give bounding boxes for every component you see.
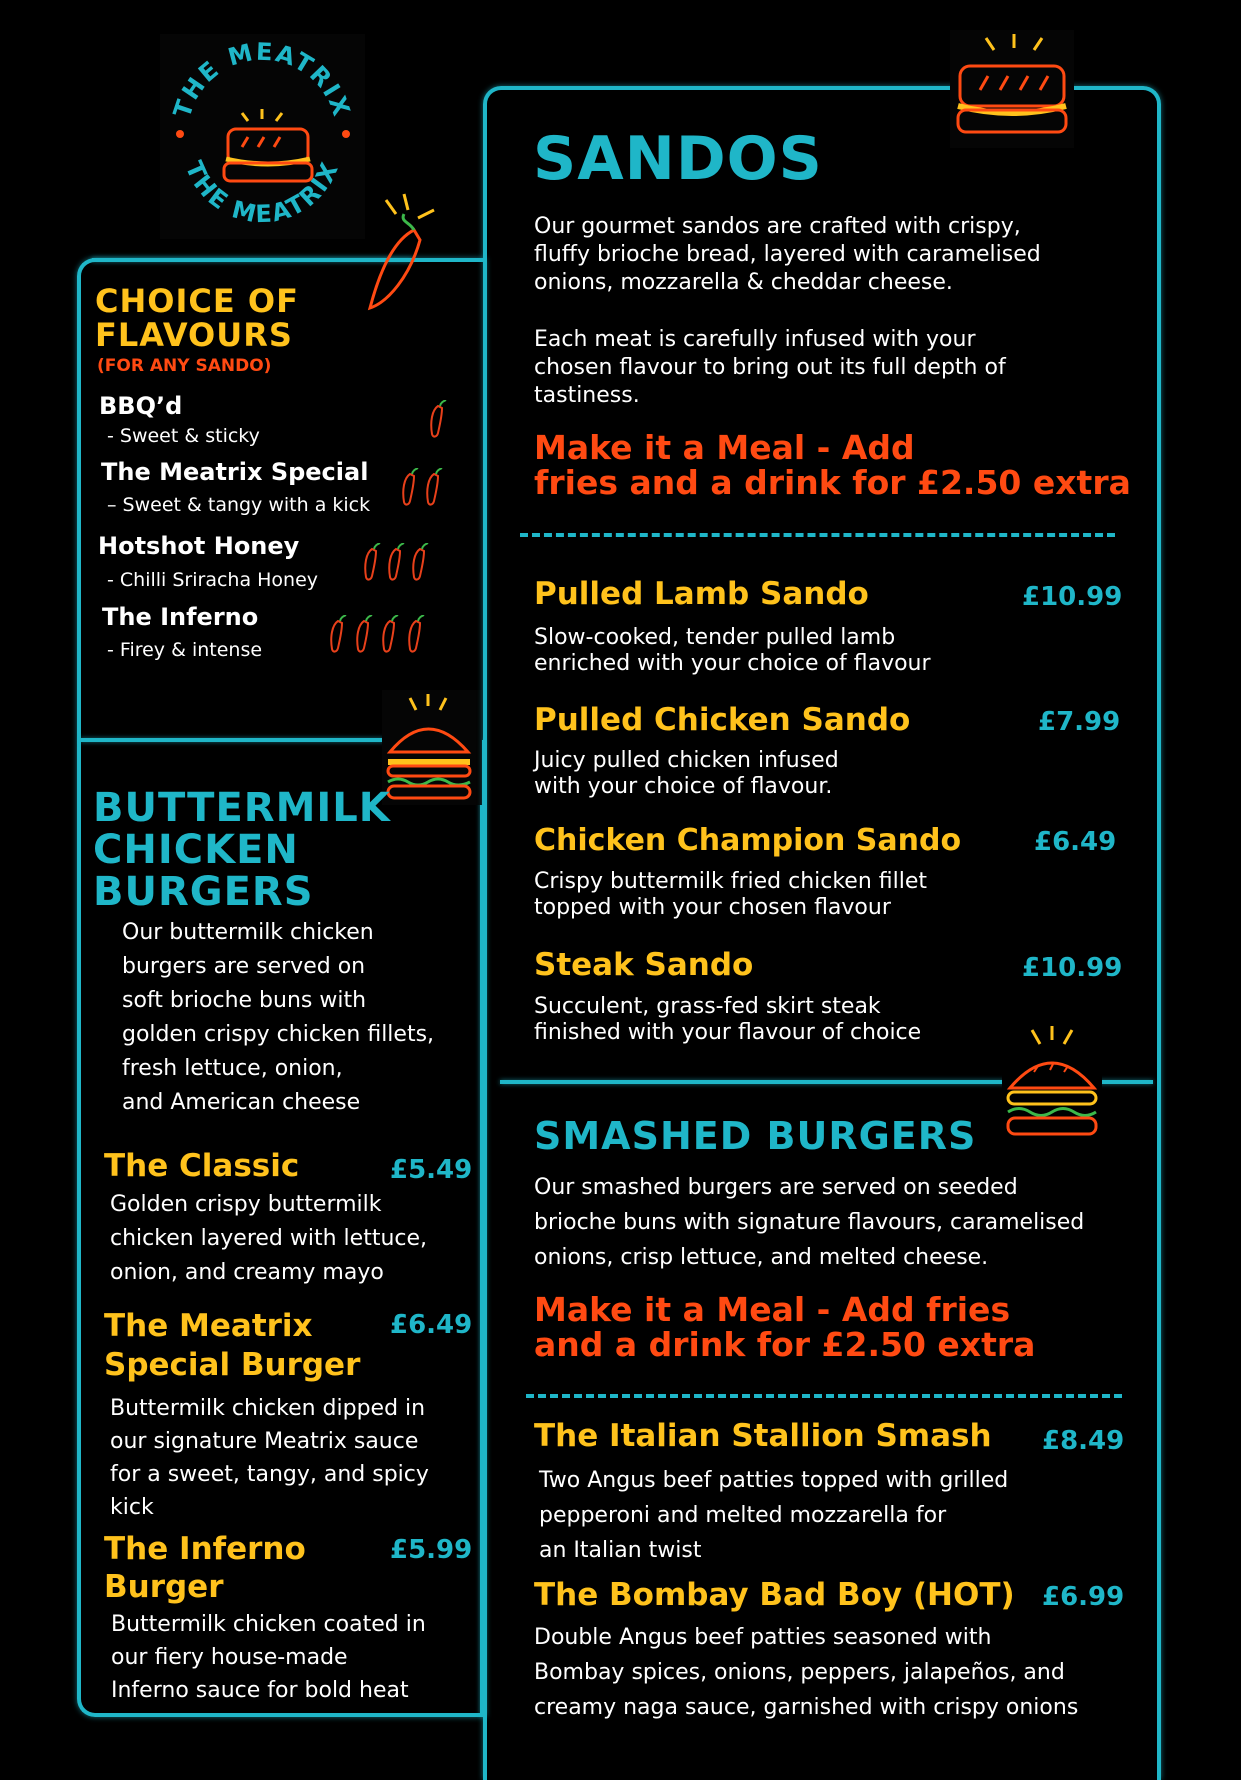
logo-graphic bbox=[160, 34, 365, 239]
desc-line: Slow-cooked, tender pulled lamb bbox=[534, 625, 896, 650]
heat-1-chili-icon bbox=[428, 400, 462, 448]
desc-line: Two Angus beef patties topped with grilled bbox=[539, 1468, 1009, 1493]
menu-item-name: Steak Sando bbox=[534, 947, 754, 983]
desc-line: Crispy buttermilk fried chicken fillet bbox=[534, 869, 928, 894]
desc-line: chicken layered with lettuce, bbox=[110, 1226, 428, 1251]
menu-item-name: Chicken Champion Sando bbox=[534, 823, 962, 858]
desc-line: enriched with your choice of flavour bbox=[534, 651, 931, 676]
desc-line: Golden crispy buttermilk bbox=[110, 1192, 382, 1217]
flavours-title-line1: CHOICE OF bbox=[95, 282, 299, 320]
para-line: Our smashed burgers are served on seeded bbox=[534, 1175, 1018, 1200]
flavour-name-inferno: The Inferno bbox=[102, 603, 259, 631]
menu-item-price: £7.99 bbox=[1038, 707, 1121, 737]
flavour-desc-bbq: - Sweet & sticky bbox=[107, 425, 260, 447]
desc-line: Succulent, grass-fed skirt steak bbox=[534, 994, 881, 1019]
para-line: brioche buns with signature flavours, caramelised bbox=[534, 1210, 1085, 1235]
desc-line: our fiery house-made bbox=[111, 1645, 348, 1670]
chili-icon bbox=[362, 190, 452, 324]
buttermilk-intro-line: golden crispy chicken fillets, bbox=[122, 1022, 435, 1047]
sandos-infusion-note bbox=[534, 326, 1006, 410]
desc-line: Buttermilk chicken dipped in bbox=[110, 1396, 426, 1421]
para-line: Our gourmet sandos are crafted with crispy, bbox=[534, 214, 1021, 239]
menu-item-price: £10.99 bbox=[1022, 953, 1123, 983]
sandwich-icon bbox=[224, 109, 312, 181]
menu-item-name: Pulled Chicken Sando bbox=[534, 702, 911, 738]
menu-item-name: The Bombay Bad Boy (HOT) bbox=[534, 1577, 1015, 1613]
buttermilk-title-line3: BURGERS bbox=[93, 869, 314, 915]
meal-line: and a drink for £2.50 extra bbox=[534, 1325, 1036, 1364]
para-line: fluffy brioche bread, layered with caramelised bbox=[534, 242, 1041, 267]
flavour-desc-inferno: - Firey & intense bbox=[107, 639, 263, 661]
desc-line: Double Angus beef patties seasoned with bbox=[534, 1625, 992, 1650]
menu-item-name: The Classic bbox=[104, 1148, 300, 1184]
menu-item-desc bbox=[534, 1620, 1078, 1725]
desc-line: finished with your flavour of choice bbox=[534, 1020, 922, 1045]
buttermilk-intro-line: fresh lettuce, onion, bbox=[122, 1056, 343, 1081]
menu-item-name: Pulled Lamb Sando bbox=[534, 576, 869, 612]
menu-item-name: Special Burger bbox=[104, 1347, 361, 1383]
flavours-subtitle: (FOR ANY SANDO) bbox=[97, 356, 272, 376]
sandos-intro bbox=[534, 213, 1041, 297]
heat-4-chili-icon bbox=[328, 615, 440, 663]
desc-line: kick bbox=[110, 1495, 154, 1520]
sandos-meal-offer bbox=[534, 430, 1131, 500]
menu-item-desc bbox=[534, 869, 927, 921]
desc-line: Buttermilk chicken coated in bbox=[111, 1612, 426, 1637]
burger-icon bbox=[1002, 1020, 1102, 1145]
flavour-name-meatrix-special: The Meatrix Special bbox=[101, 458, 369, 486]
flavour-name-bbq: BBQ’d bbox=[99, 392, 183, 420]
menu-item-desc bbox=[111, 1608, 426, 1707]
smashed-intro bbox=[534, 1170, 1084, 1275]
menu-item-desc bbox=[539, 1463, 1008, 1568]
logo-text-top: THE MEATRIX bbox=[168, 37, 356, 122]
desc-line: onion, and creamy mayo bbox=[110, 1260, 384, 1285]
flavour-name-hotshot-honey: Hotshot Honey bbox=[98, 532, 300, 560]
menu-item-price: £10.99 bbox=[1022, 582, 1123, 612]
flavour-desc-hotshot-honey: - Chilli Sriracha Honey bbox=[107, 569, 319, 591]
desc-line: an Italian twist bbox=[539, 1538, 702, 1563]
desc-line: with your choice of flavour. bbox=[534, 774, 833, 799]
logo-text-bottom: THE MEATRIX bbox=[179, 156, 345, 229]
sandwich-icon bbox=[950, 30, 1074, 148]
para-line: chosen flavour to bring out its full depth of bbox=[534, 355, 1006, 380]
menu-item-price: £5.49 bbox=[390, 1155, 473, 1185]
smashed-title: SMASHED BURGERS bbox=[534, 1114, 977, 1158]
meal-line: fries and a drink for £2.50 extra bbox=[534, 463, 1131, 502]
meal-line: Make it a Meal - Add bbox=[534, 428, 915, 467]
smashed-meal-offer bbox=[534, 1292, 1035, 1362]
left-section-divider bbox=[80, 738, 385, 742]
burger-icon bbox=[382, 690, 482, 805]
menu-item-desc bbox=[534, 625, 931, 677]
buttermilk-intro-line: Our buttermilk chicken bbox=[122, 920, 374, 945]
flavours-title-line2: FLAVOURS bbox=[95, 316, 293, 354]
menu-item-name: The Italian Stallion Smash bbox=[534, 1418, 992, 1454]
menu-item-desc bbox=[110, 1188, 427, 1290]
menu-item-name: The Meatrix bbox=[104, 1308, 313, 1344]
menu-item-price: £6.99 bbox=[1042, 1582, 1125, 1612]
desc-line: for a sweet, tangy, and spicy bbox=[110, 1462, 429, 1487]
desc-line: Inferno sauce for bold heat bbox=[111, 1678, 409, 1703]
buttermilk-intro-line: burgers are served on bbox=[122, 954, 366, 979]
buttermilk-title-line2: CHICKEN bbox=[93, 827, 299, 873]
smashed-dashed-divider bbox=[526, 1394, 1122, 1398]
menu-item-desc bbox=[534, 748, 839, 800]
menu-item-desc bbox=[110, 1392, 429, 1524]
desc-line: pepperoni and melted mozzarella for bbox=[539, 1503, 947, 1528]
flavour-desc-meatrix-special: – Sweet & tangy with a kick bbox=[107, 494, 371, 516]
menu-item-price: £6.49 bbox=[390, 1310, 473, 1340]
buttermilk-title-line1: BUTTERMILK bbox=[93, 785, 391, 831]
logo bbox=[160, 34, 365, 239]
menu-item-name: The Inferno bbox=[104, 1531, 306, 1567]
desc-line: Juicy pulled chicken infused bbox=[534, 748, 839, 773]
sandos-dashed-divider bbox=[520, 533, 1115, 537]
meal-line: Make it a Meal - Add fries bbox=[534, 1290, 1011, 1329]
heat-3-chili-icon bbox=[362, 543, 446, 591]
buttermilk-intro bbox=[122, 916, 434, 1120]
menu-item-price: £8.49 bbox=[1042, 1426, 1125, 1456]
para-line: onions, crisp lettuce, and melted cheese. bbox=[534, 1245, 989, 1270]
menu-item-price: £5.99 bbox=[390, 1535, 473, 1565]
desc-line: creamy naga sauce, garnished with crispy onions bbox=[534, 1695, 1079, 1720]
svg-text:THE MEATRIX bbox=[180, 157, 345, 229]
desc-line: Bombay spices, onions, peppers, jalapeños, and bbox=[534, 1660, 1065, 1685]
desc-line: topped with your chosen flavour bbox=[534, 895, 891, 920]
sandos-title: SANDOS bbox=[533, 124, 823, 194]
menu-item-price: £6.49 bbox=[1034, 827, 1117, 857]
menu-item-name: Burger bbox=[104, 1569, 224, 1605]
heat-2-chili-icon bbox=[400, 468, 460, 516]
svg-text:THE MEATRIX bbox=[168, 38, 356, 121]
menu-item-desc bbox=[534, 994, 921, 1046]
buttermilk-intro-line: soft brioche buns with bbox=[122, 988, 367, 1013]
buttermilk-intro-line: and American cheese bbox=[122, 1090, 361, 1115]
para-line: onions, mozzarella & cheddar cheese. bbox=[534, 270, 953, 295]
para-line: Each meat is carefully infused with your bbox=[534, 327, 976, 352]
desc-line: our signature Meatrix sauce bbox=[110, 1429, 419, 1454]
para-line: tastiness. bbox=[534, 383, 640, 408]
